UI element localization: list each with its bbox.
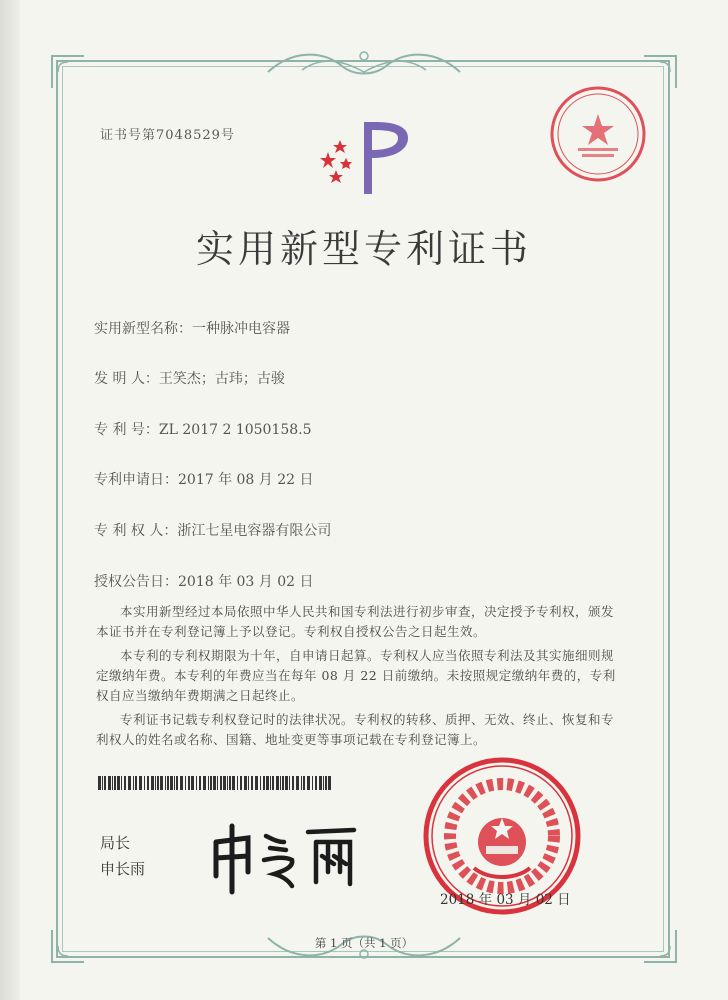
field-application-date: [94, 469, 314, 489]
certificate-number: 证书号第7048529号: [100, 128, 235, 143]
field-label: 专利申请日：: [94, 472, 178, 488]
field-utility-model-name: [94, 318, 290, 338]
field-value: 一种脉冲电容器: [192, 321, 290, 337]
field-value: 2017 年 08 月 22 日: [178, 472, 314, 488]
signatory-title: 局长: [100, 834, 131, 852]
patent-logo-icon: [312, 114, 422, 200]
field-value: 王笑杰；古玮；古骏: [158, 371, 285, 387]
field-label: 专 利 权 人：: [94, 523, 178, 539]
barcode-icon: [98, 776, 334, 790]
legal-paragraph: 专利证书记载专利权登记时的法律状况。专利权的转移、质押、无效、终止、恢复和专利权人的姓名或名称、国籍、地址变更等事项记载在专利登记簿上。: [96, 712, 615, 747]
field-value: ZL 2017 2 1050158.5: [158, 422, 312, 438]
page-edge: [0, 0, 20, 1000]
field-label: 授权公告日：: [94, 574, 178, 590]
certificate-title: 实用新型专利证书: [195, 227, 532, 271]
top-ornament-icon: [262, 46, 466, 80]
seal-date: 2018 年 03 月 02 日: [440, 892, 571, 908]
signatory-name: 申长雨: [100, 860, 146, 878]
field-inventor: [94, 368, 285, 388]
page-number: 第 1 页（共 1 页）: [314, 936, 414, 950]
seal-stamp-icon: [548, 84, 648, 184]
legal-paragraph: 本实用新型经过本局依照中华人民共和国专利法进行初步审查，决定授予专利权，颁发本证书并在专利登记簿上予以登记。专利权自授权公告之日起生效。: [96, 604, 615, 639]
field-patent-number: [94, 419, 312, 439]
field-label: 专 利 号：: [94, 422, 159, 438]
signature-icon: [204, 812, 364, 896]
field-patentee: [94, 520, 331, 540]
field-label: 发 明 人：: [94, 371, 159, 387]
field-label: 实用新型名称：: [94, 321, 192, 337]
legal-paragraph: 本专利的专利权期限为十年，自申请日起算。专利权人应当依照专利法及其实施细则规定缴纳年费。本专利的年费应当在每年 08 月 22 日前缴纳。未按照规定缴纳年费的，专利权自应当缴纳年费期满之日起终止。: [96, 648, 616, 703]
field-value: 浙江七星电容器有限公司: [177, 523, 332, 539]
field-grant-date: [94, 571, 314, 591]
field-value: 2018 年 03 月 02 日: [178, 574, 314, 590]
corner-ornament-icon: [48, 52, 88, 92]
